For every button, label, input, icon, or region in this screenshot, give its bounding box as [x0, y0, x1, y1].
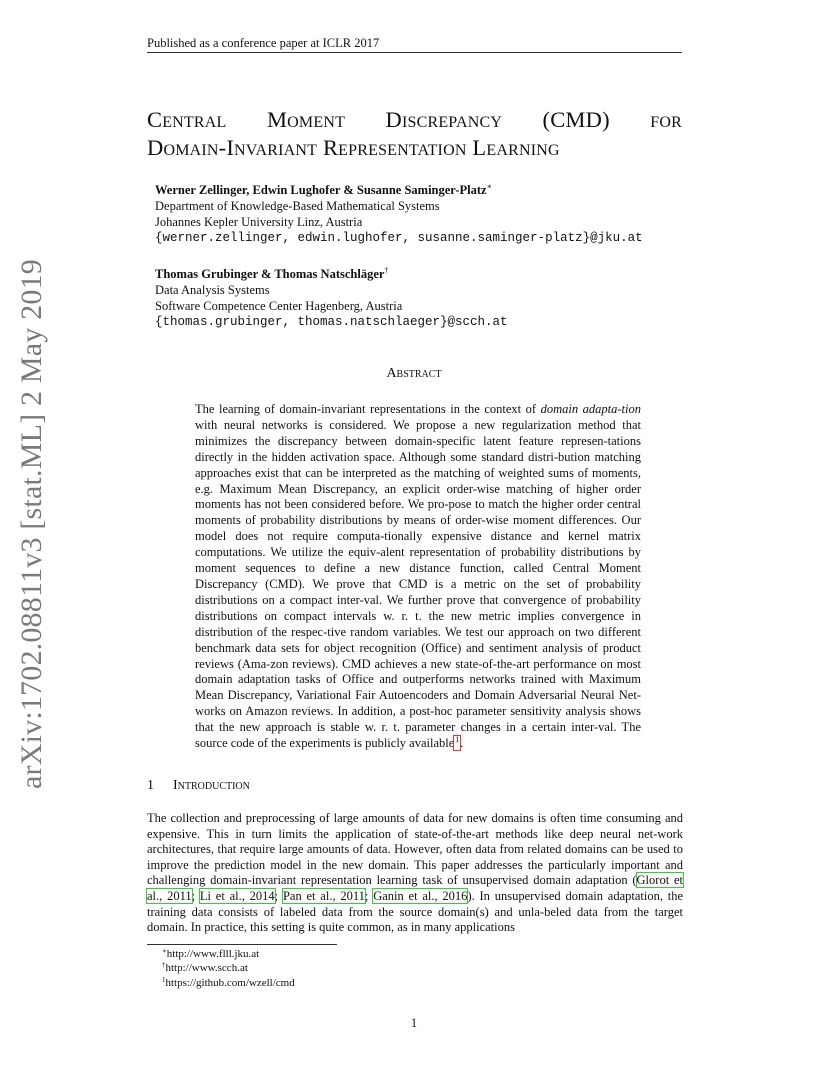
title-word: (CMD): [542, 107, 610, 132]
section-heading: [147, 778, 250, 794]
author-names: Thomas Grubinger & Thomas Natschläger†: [155, 266, 389, 281]
author-block: [155, 182, 643, 246]
author-block: [155, 266, 508, 330]
introduction-body: The collection and preprocessing of large amounts of data for new domains is often time consuming and expensive. This in turn limits the application of state-of-the-art methods like deep neural net-work architectures, that require large amounts of data. However, often data from related domains can be used to improve the prediction model in the new domain. This paper addresses the particularly important and challenging domain-invariant representation learning task of unsupervised domain adaptation (Glorot et al., 2011; Li et al., 2014; Pan et al., 2011; Ganin et al., 2016). In unsupervised domain adaptation, the training data consists of labeled data from the source domain(s) and unla-beled data from the target domain. In practice, this setting is quite common, as in many applications: [147, 811, 684, 935]
footnote-url[interactable]: https://github.com/wzell/cmd: [165, 977, 295, 989]
header-rule: [147, 52, 682, 53]
author-department: Data Analysis Systems: [155, 283, 270, 297]
title-word: Central: [147, 107, 227, 132]
footnote: †http://www.scch.at: [162, 961, 248, 974]
footnote-url[interactable]: http://www.scch.at: [165, 962, 248, 974]
citation-link[interactable]: Ganin et al., 2016: [373, 888, 468, 903]
footnote: $^1$https://github.com/wzell/cmd: [162, 976, 295, 989]
footnote-mark: †: [384, 266, 389, 275]
footnote-rule: [147, 944, 337, 945]
title-word: for: [650, 107, 682, 132]
paper-title: [147, 106, 687, 162]
arxiv-identifier-text: arXiv:1702.08811v3 [stat.ML] 2 May 2019: [15, 259, 48, 789]
title-line-1: [147, 106, 682, 134]
author-names: Werner Zellinger, Edwin Lughofer & Susanne Saminger-Platz∗: [155, 182, 493, 197]
title-word: Discrepancy: [385, 107, 503, 132]
abstract-heading: Abstract: [386, 366, 442, 381]
footnote-link[interactable]: 1: [454, 736, 460, 750]
author-emails: {werner.zellinger, edwin.lughofer, susanne.saminger-platz}@jku.at: [155, 231, 643, 245]
page-number: 1: [410, 1016, 418, 1030]
author-institution: Johannes Kepler University Linz, Austria: [155, 215, 363, 229]
title-line-2: Domain-Invariant Representation Learning: [147, 135, 560, 160]
section-number: 1: [147, 778, 154, 793]
running-header: Published as a conference paper at ICLR 2017: [147, 36, 380, 50]
abstract-body: The learning of domain-invariant representations in the context of domain adapta-tion with neural networks is considered. We propose a new regularization method that minimizes the discrepancy between domain-specific latent feature represen-tations directly in the hidden activation space. Although some standard distri-bution matching approaches exist that can be interpreted as the matching of weighted sums of moments, e.g. Maximum Mean Discrepancy, an explicit order-wise matching of higher order moments has not been considered before. We pro-pose to match the higher order central moments of probability distributions by means of order-wise moment differences. Our model does not require computa-tionally expensive distance and kernel matrix computations. We utilize the equiv-alent representation of probability distributions by moment sequences to define a new distance function, called Central Moment Discrepancy (CMD). We prove that CMD is a metric on the set of probability distributions on a compact inter-val. We further prove that convergence of probability distributions on compact intervals w. r. t. the new metric implies convergence in distribution of the respec-tive random variables. We test our approach on two different benchmark data sets for object recognition (Office) and sentiment analysis of product reviews (Ama-zon reviews). CMD achieves a new state-of-the-art performance on most domain adaptation tasks of Office and outperforms networks trained with Maximum Mean Discrepancy, Variational Fair Autoencoders and Domain Adversarial Neural Net-works on Amazon reviews. In addition, a post-hoc parameter sensitivity analysis shows that the new approach is stable w. r. t. parameter changes in a certain inter-val. The source code of the experiments is publicly available$^1$.: [195, 402, 641, 751]
author-institution: Software Competence Center Hagenberg, Austria: [155, 299, 403, 313]
footnote: ∗http://www.flll.jku.at: [162, 947, 260, 960]
section-title: Introduction: [173, 778, 250, 793]
title-word: Moment: [266, 107, 346, 132]
citation-link[interactable]: Glorot et al., 2011: [147, 873, 683, 903]
citation-link[interactable]: Pan et al., 2011: [282, 888, 365, 903]
author-emails: {thomas.grubinger, thomas.natschlaeger}@scch.at: [155, 315, 508, 329]
footnote-url[interactable]: http://www.flll.jku.at: [166, 948, 260, 960]
footnote-mark: ∗: [486, 182, 493, 191]
citation-link[interactable]: Li et al., 2014: [199, 888, 275, 903]
emphasized-term: domain adapta-tion: [540, 402, 641, 416]
author-department: Department of Knowledge-Based Mathematical Systems: [155, 199, 440, 213]
